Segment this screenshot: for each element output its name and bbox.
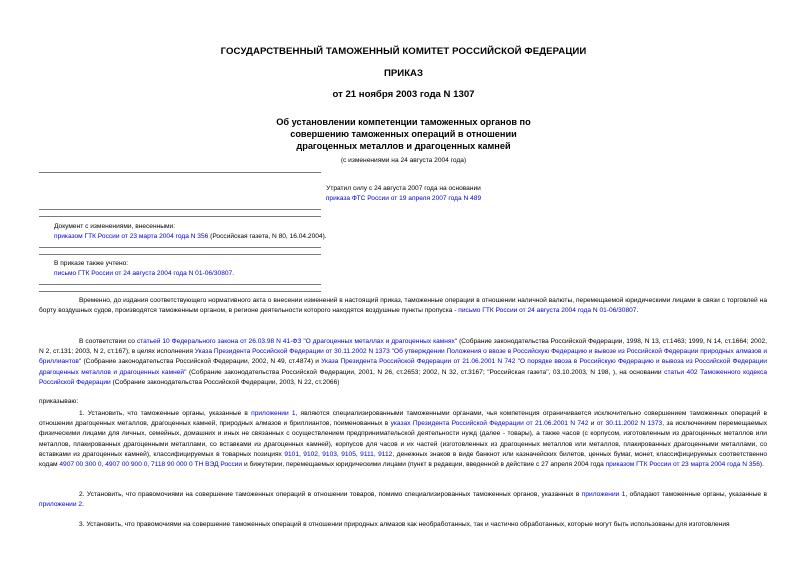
item-1-text-2: , являются специализированными таможенными органами, чья компетенция ограничивается исключительно совершением таможенных операций в отношении драгоценных металлов, драгоценных камней, природных алмазов и бриллиантов, поименованных в bbox=[39, 410, 767, 428]
temporary-link[interactable]: письмо ГТК России от 24 августа 2004 года N 01-06/30807 bbox=[458, 307, 637, 315]
status-link[interactable]: приказа ФТС России от 19 апреля 2007 года N 489 bbox=[325, 195, 482, 202]
amendments-source: (Российская газета, N 80, 16.04.2004). bbox=[208, 233, 327, 240]
item-1-text-3: и bbox=[588, 420, 597, 428]
accordance-text-4: (Собрание законодательства Российской Федерации, 2001, N 26, ст.2653; 2002, N 32, ст.3167; "Российская газета", 03.10.2003, N 198, ), на основании bbox=[186, 368, 665, 376]
item-2-text-2: , обладают таможенные органы, указанные в bbox=[625, 491, 767, 498]
item-1-text-4: , за исключением перемещаемых физическими лицами для личных, семейных, домашних и иных не связанных с осуществлением предпринимательской деятельности нужд (далее - товары), а также часов (с корпусом, изготовленным из драгоценных металлов или металлов, плакированных драгоценными металлами, со вставками из драгоценных камней), корпусов для часов и их частей (изготовленных из драгоценных металлов или металлов, плакированных драгоценными металлами, со вставками из драгоценных камней), классифицируемых в товарных позициях bbox=[39, 420, 768, 458]
accordance-link-3[interactable]: Указа Президента Российской Федерации от 21.06.2001 N 742 "О порядке ввоза в Российскую Федерацию и вывоза из Российской Федерации драгоценных металлов и драгоценных камней" bbox=[39, 358, 767, 376]
doc-date-number: от 21 ноября 2003 года N 1307 bbox=[332, 89, 475, 100]
item-2-link-1[interactable]: приложении 1 bbox=[581, 491, 626, 498]
item-1-text-1: 1. Установить, что таможенные органы, указанные в bbox=[79, 410, 252, 417]
accordance-paragraph bbox=[39, 337, 767, 388]
item-2-paragraph bbox=[39, 490, 767, 510]
temporary-text: Временно, до издания соответствующего нормативного акта о внесении изменений в настоящий приказ, таможенные операции в отношении наличной валюты, перемещаемой юридическими лицами в связи с торговлей на борту воздушных судов, производятся таможенным органом, в регионе деятельности которого находятся воздушные пункты пропуска - bbox=[39, 297, 767, 315]
status-block bbox=[310, 184, 497, 204]
item-2-text-1: 2. Установить, что правомочиями на совершение таможенных операций в отношении товаров, помимо специализированных таможенных органов, указанных в bbox=[79, 491, 582, 498]
divider bbox=[39, 216, 321, 217]
item-1-link-1[interactable]: приложении 1 bbox=[251, 410, 296, 417]
order-word: приказываю: bbox=[39, 398, 79, 405]
accordance-text-5: (Собрание законодательства Российской Федерации, 2003, N 22, ст.2066) bbox=[110, 378, 340, 386]
temporary-tail: . bbox=[636, 307, 639, 315]
doc-title bbox=[0, 116, 807, 152]
divider bbox=[39, 284, 321, 285]
accordance-link-1[interactable]: статьей 10 Федерального закона от 26.03.98 N 41-ФЗ "О драгоценных металлах и драгоценных камнях" bbox=[136, 338, 458, 345]
accordance-text-3: (Собрание законодательства Российской Федерации, 2002, N 49, ст.4874) и bbox=[81, 358, 322, 366]
status-line: Утратил силу с 24 августа 2007 года на основании bbox=[326, 185, 481, 192]
divider bbox=[39, 291, 321, 292]
divider bbox=[39, 209, 321, 210]
doc-title-line-1: Об установлении компетенции таможенных органов по bbox=[276, 117, 531, 127]
item-1-text-5: , денежных знаков в виде банкнот или казначейских билетов, ценных бумаг, монет, классифицируемых соответственно кодам bbox=[39, 450, 767, 469]
changes-note: (с изменениями на 24 августа 2004 года) bbox=[340, 157, 467, 164]
item-1-link-5[interactable]: 4907 00 300 0, 4907 00 900 0, 7118 90 000 0 ТН ВЭД России bbox=[59, 461, 243, 469]
item-3-paragraph: 3. Установить, что правомочиями на совершение таможенных операций в отношении природных алмазов как необработанных, так и частично обработанных, которые могут быть использованы для изготовления bbox=[79, 521, 730, 528]
item-1-paragraph bbox=[39, 409, 767, 470]
divider bbox=[39, 172, 321, 173]
temporary-paragraph bbox=[39, 296, 767, 316]
item-2-link-2[interactable]: приложении 2 bbox=[39, 501, 83, 509]
accordance-text-2: (Собрание законодательства Российской Федерации, 1998, N 13, ст.1463; 1999, N 14, ст.1664; 2002, N 2, ст.131; 2003, N 2, ст.167), в целях исполнения bbox=[39, 338, 767, 356]
considered-link[interactable]: письмо ГТК России от 24 августа 2004 года N 01-06/30807. bbox=[54, 270, 235, 277]
divider bbox=[39, 247, 321, 248]
amendments-line bbox=[54, 232, 327, 242]
doc-title-line-2: совершению таможенных операций в отношении bbox=[290, 129, 517, 139]
amendments-block bbox=[54, 222, 327, 242]
item-1-link-2[interactable]: указах Президента Российской Федерации от 21.06.2001 N 742 bbox=[390, 420, 589, 428]
divider bbox=[39, 254, 321, 255]
amendments-label: Документ с изменениями, внесенными: bbox=[54, 223, 176, 230]
considered-block bbox=[54, 259, 234, 279]
item-1-text-7: ). bbox=[759, 461, 764, 469]
item-1-text-6: и бижутерии, перемещаемых юридическими лицами (пункт в редакции, введенной в действие с 27 апреля 2004 года bbox=[242, 461, 606, 469]
accordance-link-4[interactable]: статьи 402 Таможенного кодекса Российской Федерации bbox=[39, 368, 767, 386]
item-1-link-6[interactable]: приказом ГТК России от 23 марта 2004 года N 356 bbox=[605, 461, 760, 469]
item-2-text-3: . bbox=[82, 501, 84, 509]
item-1-link-3[interactable]: от 30.11.2002 N 1373 bbox=[596, 420, 663, 428]
considered-label: В приказе также учтено: bbox=[54, 260, 129, 267]
item-1-link-4[interactable]: 9101, 9102, 9103, 9105, 9111, 9112 bbox=[284, 450, 393, 458]
accordance-link-2[interactable]: Указа Президента Российской Федерации от 30.11.2002 N 1373 "Об утверждении Положения о ввозе в Российскую Федерацию и вывозе из Российской Федерации природных алмазов и бриллиантов" bbox=[39, 348, 768, 366]
doc-type-heading: ПРИКАЗ bbox=[384, 68, 423, 79]
accordance-text-1: В соответствии со bbox=[79, 338, 137, 345]
agency-heading: ГОСУДАРСТВЕННЫЙ ТАМОЖЕННЫЙ КОМИТЕТ РОССИЙСКОЙ ФЕДЕРАЦИИ bbox=[220, 46, 587, 57]
doc-title-line-3: драгоценных металлов и драгоценных камней bbox=[296, 141, 511, 151]
amendments-link[interactable]: приказом ГТК России от 23 марта 2004 года N 356 bbox=[54, 233, 209, 240]
